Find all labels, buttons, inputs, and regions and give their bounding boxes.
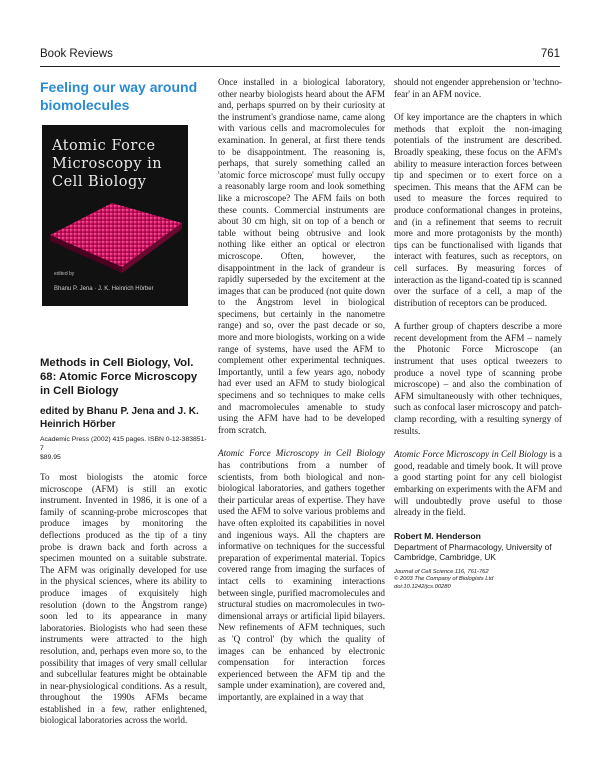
book-title: Methods in Cell Biology, Vol. 68: Atomic Force Microscopy in Cell Biology: [40, 357, 198, 397]
journal-doi: doi:10.1242/jcs.00280: [394, 583, 451, 590]
journal-citation: Journal of Cell Science 116, 761-762: [394, 568, 489, 575]
journal-reference: [394, 569, 562, 591]
paragraph-3-continued: should not engender apprehension or 'techno-fear' in an AFM novice.: [394, 77, 562, 99]
header-rule: [40, 66, 560, 67]
book-publication-info: [40, 435, 207, 462]
column-2: [218, 77, 385, 703]
book-publisher: Academic Press (2002) 415 pages. ISBN 0-12-383851-7: [40, 436, 207, 452]
paragraph-3: [218, 448, 385, 703]
book-editors: edited by Bhanu P. Jena and J. K. Heinrich Hörber: [40, 406, 199, 430]
journal-copyright: © 2003 The Company of Biologists Ltd: [394, 576, 494, 583]
book-title-italic-2: Atomic Force Microscopy in Cell Biology: [394, 449, 548, 460]
book-cover-image: [42, 125, 188, 306]
page-number: 761: [540, 48, 560, 60]
paragraph-5: A further group of chapters describe a more recent development from the AFM – namely the Photonic Force Microscope (an instrument that uses optical tweezers to produce a novel type of scanning probe microscope) – and also the combination of AFM simultaneously with other techniques, such as confocal laser microscopy and patch-clamp recording, with a resulting synergy of results.: [394, 321, 562, 436]
paragraph-6: [394, 449, 562, 519]
paragraph-6-text: is a good, readable and timely book. It will prove a good starting point for any cell biologist embarking on experiments with the AFM and will undoubtedly prove useful to those already in the field.: [394, 449, 562, 518]
review-title: Feeling our way around biomolecules: [40, 79, 198, 113]
cover-title: Atomic Force Microscopy in Cell Biology: [52, 138, 163, 190]
paragraph-4: Of key importance are the chapters in which methods that exploit the non-imaging potentials of the instrument are described. Broadly speaking, these focus on the AFM's ability to measure interaction forces between tip and specimen or to exert force on a specimen. This means that the AFM can be used to measure the forces required to produce conformational changes in proteins, and (in a refinement that seems to recruit more and more protagonists by the month) tips can be functionalised with ligands that interact with features, such as receptors, on cell surfaces. By measuring forces of interaction as the ligand-coated tip is scanned over the surface of a cell, a map of the distribution of receptors can be produced.: [394, 112, 562, 308]
cover-editors-label: edited by: [54, 271, 75, 277]
book-price: $89.95: [40, 454, 61, 461]
section-label: Book Reviews: [40, 48, 113, 60]
afm-surface-polygon: [50, 203, 182, 267]
cover-authors: Bhanu P. Jena · J. K. Heinrich Hörber: [54, 286, 154, 292]
paragraph-3-text: has contributions from a number of scientists, from both biological and non-biological laboratories, and gathers together their particular areas of expertise. They have used the AFM to solve various problems and have often exploited its capabilities in novel and ingenious ways. All the chapters are informative on techniques for the successful preparation of experimental material. Topics covered range from imaging the surfaces of intact cells to examining interactions between single, purified macromolecules and structural studies on macromolecules in two-dimensional arrays or artificial lipid bilayers. New refinements of AFM techniques, such as 'Q control' (by which the quality of images can be enhanced by electronic compensation for interaction forces experienced between the AFM tip and the sample under examination), are covered and, importantly, are explained in a way that: [218, 460, 385, 702]
reviewer-name: Robert M. Henderson: [394, 530, 481, 541]
paragraph-2: Once installed in a biological laboratory, other nearby biologists heard about the AFM and, perhaps spurred on by their curiosity at the instrument's grandiose name, came along with various cells and macromolecules for examination. In general, at first there tends to be disappointment. The reasoning is, perhaps, that surely something called an 'atomic force microscope' must fully occupy a reasonably large room and look something like a microscope? The AFM fails on both these counts. Commercial instruments are about 30 cm high, sit on top of a bench or table without being obtrusive and look nothing like either an optical or electron microscope. Often, however, the disappointment in the lack of grandeur is rapidly superseded by the excitement at the images that can be produced (not quite down to the Ångstrom level in biological specimens, but certainly in the nanometre range) and so, over the past decade or so, more and more biologists, working on a wide range of systems, have used the AFM to complement other experimental techniques. Importantly, until a few years ago, nobody had ever used an AFM to study biological specimens and so techniques to make cells and macromolecules amenable to study using the AFM have had to be developed from scratch.: [218, 77, 385, 435]
page-header: [40, 48, 560, 64]
book-title-italic: Atomic Force Microscopy in Cell Biology: [218, 448, 385, 459]
column-1: [40, 78, 207, 727]
column-3: [394, 77, 562, 591]
paragraph-1: To most biologists the atomic force microscope (AFM) is still an exotic instrument. Invented in 1986, it is one of a family of scanning-probe microscopes that produce images by monitoring the deflections produced as the tip of a tiny probe is drawn back and forth across a specimen mounted on a suitable substrate. The AFM was originally developed for use in the physical sciences, where its ability to produce images of exquisitely high resolution (down to the Ångstrom range) soon led to its appearance in many laboratories. Biologists who had seen these instruments were attracted to the high resolution, and, perhaps even more so, to the possibility that images of very small cellular and subcellular features might be obtainable in near-physiological conditions. As a result, throughout the 1990s AFMs became established in a few, rather enlightened, biological laboratories across the world.: [40, 472, 207, 726]
reviewer-affiliation: Department of Pharmacology, University of Cambridge, Cambridge, UK: [394, 541, 552, 563]
